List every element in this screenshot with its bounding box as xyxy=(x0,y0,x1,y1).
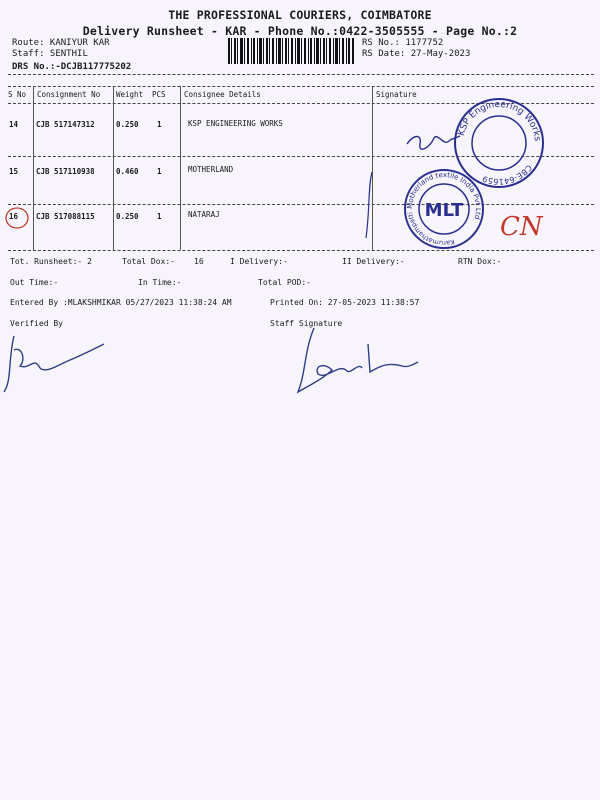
staff-signature-label: Staff Signature xyxy=(270,319,343,328)
staff-signature xyxy=(284,322,424,402)
table-cell-sno: 15 xyxy=(9,167,19,176)
rtn-dox: RTN Dox:- xyxy=(458,257,502,266)
verifier-signature xyxy=(0,330,110,400)
ii-delivery: II Delivery:- xyxy=(342,257,405,266)
signature-stroke xyxy=(352,168,382,248)
table-cell-weight: 0.460 xyxy=(116,167,139,176)
document-title: THE PROFESSIONAL COURIERS, COIMBATORE xyxy=(168,8,432,22)
col-header-weight: Weight xyxy=(116,90,144,99)
total-pod: Total POD:- xyxy=(258,278,311,287)
handwritten-note: CN xyxy=(500,212,543,242)
out-time: Out Time:- xyxy=(10,278,59,287)
table-cell-pcs: 1 xyxy=(157,120,162,129)
receiver-signature xyxy=(404,126,464,156)
col-header-signature: Signature xyxy=(376,90,417,99)
ksp-stamp-code: CBE-641659 xyxy=(481,162,534,187)
barcode xyxy=(228,38,354,64)
table-cell-sno: 14 xyxy=(9,120,19,129)
mlt-stamp xyxy=(398,168,490,250)
table-cell-pcs: 1 xyxy=(157,212,162,221)
divider xyxy=(8,74,594,75)
col-header-consignment: Consignment No xyxy=(37,90,101,99)
col-header-consignee: Consignee Details xyxy=(184,90,261,99)
document-subtitle: Delivery Runsheet - KAR - Phone No.:0422-3505555 - Page No.:2 xyxy=(82,24,518,38)
column-separator xyxy=(180,86,181,250)
mlt-stamp-ring: Motherland textile India Pvt Ltd xyxy=(405,170,483,221)
rs-number: RS No.: 1177752 xyxy=(362,38,444,48)
handwritten-circle-mark xyxy=(3,204,31,232)
entered-by: Entered By :MLAKSHMIKAR 05/27/2023 11:38:24 AM xyxy=(10,298,232,307)
table-cell-consignee: KSP ENGINEERING WORKS xyxy=(188,119,283,128)
printed-on: Printed On: 27-05-2023 11:38:57 xyxy=(270,298,420,307)
svg-text:KSP Engineering Works xyxy=(457,100,542,142)
rs-date: RS Date: 27-May-2023 xyxy=(362,49,471,59)
table-cell-weight: 0.250 xyxy=(116,212,139,221)
divider xyxy=(8,204,594,205)
table-cell-weight: 0.250 xyxy=(116,120,139,129)
mlt-stamp-logo: MLT xyxy=(424,200,464,221)
table-cell-sno: 16 xyxy=(9,212,19,221)
divider xyxy=(8,250,594,251)
mlt-stamp-place: Karumathampatti xyxy=(406,211,456,248)
tot-runsheet: Tot. Runsheet:- 2 xyxy=(10,257,92,266)
table-cell-consignee: NATARAJ xyxy=(188,210,220,219)
table-cell-consignment: CJB 517147312 xyxy=(36,120,95,129)
total-dox-label: Total Dox:- xyxy=(122,257,175,266)
i-delivery: I Delivery:- xyxy=(230,257,288,266)
col-header-sno: S No xyxy=(8,90,27,99)
col-header-pcs: PCS xyxy=(152,90,166,99)
column-separator xyxy=(113,86,114,250)
table-cell-pcs: 1 xyxy=(157,167,162,176)
drs-number: DRS No.:-DCJB117775202 xyxy=(12,62,132,72)
table-cell-consignment: CJB 517110938 xyxy=(36,167,95,176)
ksp-stamp-text: KSP Engineering Works xyxy=(456,99,542,142)
staff-label: Staff: SENTHIL xyxy=(12,49,88,59)
in-time: In Time:- xyxy=(138,278,182,287)
column-separator xyxy=(33,86,34,250)
verified-by-label: Verified By xyxy=(10,319,63,328)
table-cell-consignment: CJB 517088115 xyxy=(36,212,95,221)
route-label: Route: KANIYUR KAR xyxy=(12,38,110,48)
divider xyxy=(8,86,594,87)
total-dox-value: 16 xyxy=(194,257,204,266)
table-cell-consignee: MOTHERLAND xyxy=(188,165,234,174)
